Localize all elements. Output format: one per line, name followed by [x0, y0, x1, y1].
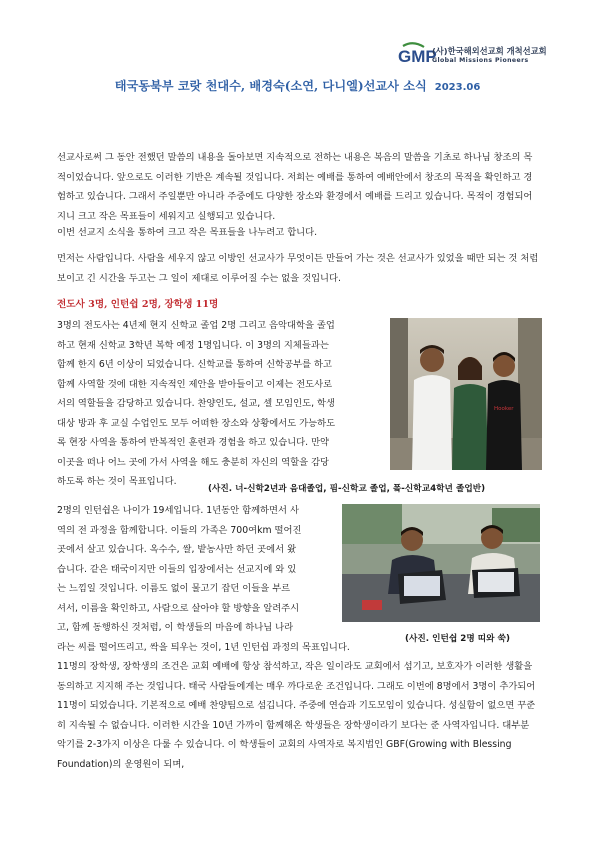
evangelists-line: 이곳을 떠나 어느 곳에 가서 사역을 해도 충분히 자신의 역할을 감당 [57, 456, 330, 468]
interns-line: 는 느낌일 것입니다. 이름도 없이 물고기 잡던 이들을 부르 [57, 583, 291, 594]
logo-org-name: (사)한국해외선교회 개척선교회 [432, 46, 547, 56]
interns-line: 역의 전 과정을 함께합니다. 이들의 가족은 700여km 떨어진 [57, 524, 302, 536]
interns-line: 곳에서 살고 있습니다. 옥수수, 쌀, 밭농사만 하던 곳에서 왔 [57, 544, 297, 555]
evangelists-line: 서의 역할들을 감당하고 있습니다. 찬양인도, 설교, 셀 모임인도, 학생 [57, 398, 335, 409]
title-text: 태국동북부 코랏 천대수, 배경숙(소연, 다니엘)선교사 소식 [114, 79, 427, 93]
evangelists-line: 함께 사역할 것에 대한 지속적인 제안을 받아들이고 이제는 전도사로 [57, 378, 333, 390]
section-heading: 전도사 3명, 인턴쉽 2명, 장학생 11명 [57, 299, 219, 310]
logo-letters: GMP [398, 47, 437, 66]
interns-photo [342, 504, 540, 622]
evangelists-line: 록 현장 사역을 통하여 반복적인 훈련과 경험을 하고 있습니다. 만약 [57, 437, 330, 448]
gmp-logo-icon [398, 42, 437, 68]
title-date: 2023.06 [434, 82, 481, 93]
evangelists-text [57, 316, 387, 492]
interns-line: 라는 씨를 떨어뜨리고, 싹을 틔우는 것이, 1년 인턴쉽 과정의 목표입니다. [57, 641, 350, 653]
evangelists-line: 함께 한지 6년 이상이 되었습니다. 신학교를 통하여 신학공부를 하고 [57, 359, 332, 370]
interns-caption: (사진. 인턴쉽 2명 띠와 쑥) [405, 634, 510, 644]
interns-line: 셔서, 이름을 확인하고, 사람으로 살아야 할 방향을 알려주시 [57, 602, 300, 614]
intro-paragraph-2: 이번 선교지 소식을 통하여 크고 작은 목표들을 나누려고 합니다. [57, 227, 318, 238]
evangelists-photo [390, 318, 542, 470]
evangelists-line: 대상 방과 후 교실 수업인도 모두 어떠한 장소와 상황에서도 가능하도 [57, 417, 336, 429]
evangelists-line: 하고 현재 신학교 3학년 복학 예정 1명입니다. 이 3명의 지체들과는 [57, 339, 329, 351]
intro-paragraph-1: 선교사로써 그 동안 전했던 말씀의 내용을 돌아보면 지속적으로 전하는 내용은 복음의 말씀을 기초로 하나님 창조의 목적이었습니다. 앞으로도 이러한 기반은 계속될 것입니다. 저희는 예배를 통하여 예배안에서 창조의 목적을 확인하고 경험하고 있습니다. 그래서 주일뿐만 아니라 주중에도 다양한 장소와 환경에서 예배를 드리고 있습니다. 목적이 경험되어지니 크고 작은 목표들이 세워지고 실행되고 있습니다. [57, 152, 533, 222]
interns-line: 고, 함께 동행하신 것처럼, 이 학생들의 마음에 하나님 나라 [57, 622, 294, 633]
shirt-print: Hooker [494, 406, 514, 412]
organization-logo [398, 42, 558, 70]
interns-line: 2명의 인턴쉽은 나이가 19세입니다. 1년동안 함께하면서 사 [57, 505, 299, 516]
page-title [0, 77, 595, 94]
interns-line: 습니다. 같은 태국이지만 이들의 입장에서는 선교지에 와 있 [57, 563, 297, 575]
evangelists-line: 하도록 하는 것이 목표입니다. [57, 476, 177, 487]
evangelists-line: 3명의 전도사는 4년제 현지 신학교 졸업 2명 그리고 음악대학을 졸업 [57, 320, 335, 331]
evangelists-caption: (사진. 너-신학2년과 음대졸업, 핌-신학교 졸업, 퐄-신학교4학년 졸업반) [208, 484, 486, 494]
intro-paragraph-3: 먼저는 사람입니다. 사람을 세우지 않고 이방인 선교사가 무엇이든 만들어 가는 것은 선교사가 있었을 때만 되는 것 처럼 보이고 긴 시간을 두고는 그 일이 제대로 이루어질 수는 없을 것입니다. [57, 253, 539, 284]
logo-org-subtitle: Global Missions Pioneers [432, 57, 529, 64]
scholars-paragraph: 11명의 장학생, 장학생의 조건은 교회 예배에 항상 참석하고, 작은 일이라도 교회에서 섬기고, 보호자가 이러한 생활을 동의하고 지지해 주는 것입니다. 태국 사람들에게는 매우 까다로운 조건입니다. 그래도 이번에 8명에서 3명이 추가되어 11명이 되었습니다. 기본적으로 예배 찬양팀으로 섬깁니다. 주중에 연습과 기도모임이 있습니다. 성실함이 없으면 꾸준히 지속될 수 없습니다. 이러한 시간을 10년 가까이 함께해온 학생들은 장학생이라기 보다는 준 사역자입니다. 대부분 악기를 2-3가지 이상은 다룰 수 있습니다. 이 학생들이 교회의 사역자로 복지법인 GBF(Growing with Blessing Foundation)의 운영원이 되며, [57, 661, 536, 770]
